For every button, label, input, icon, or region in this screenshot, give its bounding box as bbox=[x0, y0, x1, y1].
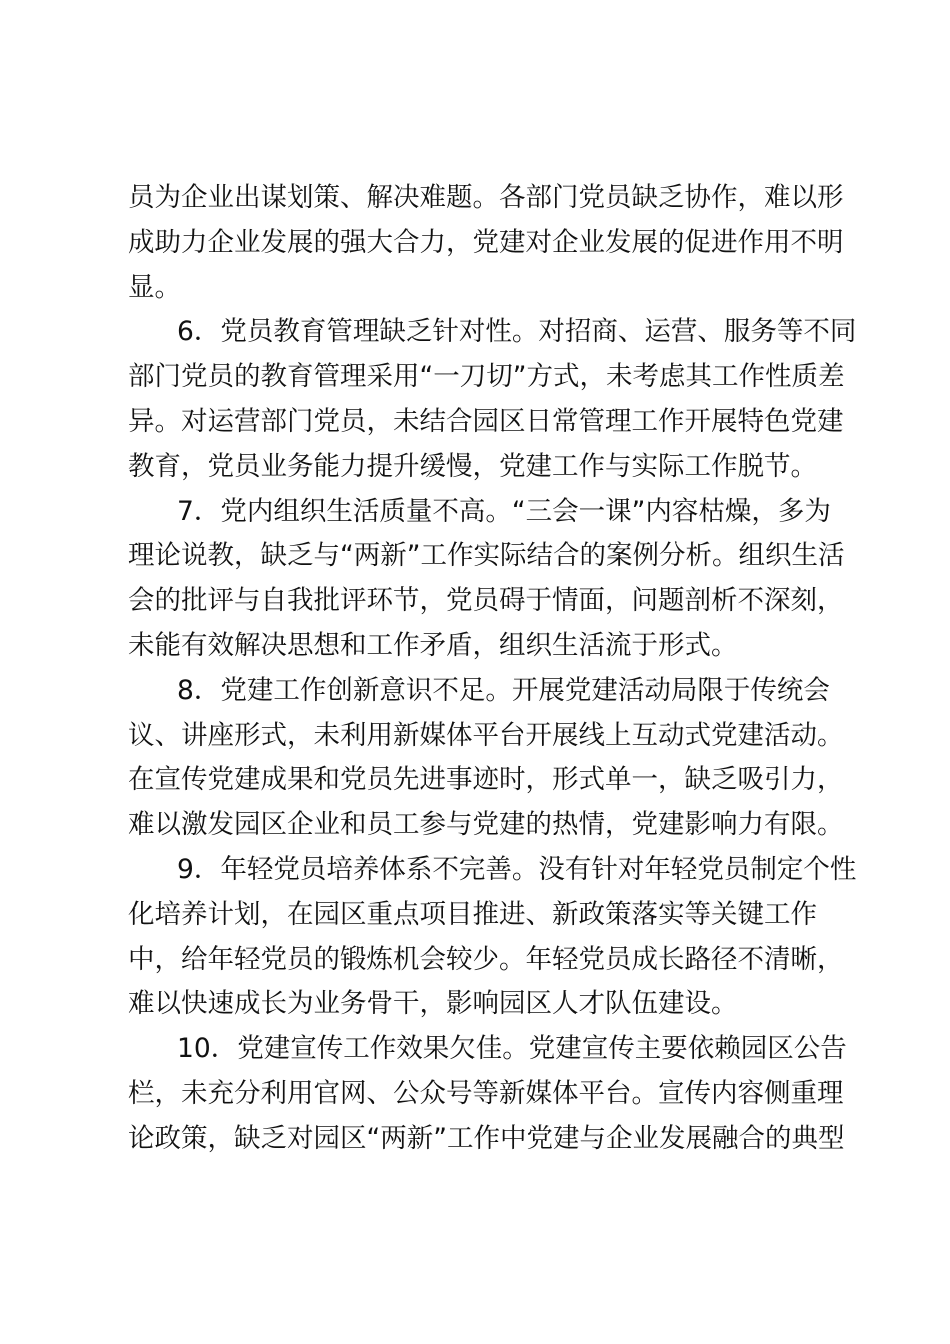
document-body bbox=[128, 176, 857, 1162]
item-7-heading-line: 7．党内组织生活质量不高。“三会一课”内容枯燥，多为 bbox=[177, 495, 831, 527]
text-line: 难以激发园区企业和员工参与党建的热情，党建影响力有限。 bbox=[128, 809, 844, 841]
text-line: 教育，党员业务能力提升缓慢，党建工作与实际工作脱节。 bbox=[128, 450, 817, 482]
text-line: 在宣传党建成果和党员先进事迹时，形式单一，缺乏吸引力， bbox=[128, 764, 844, 796]
text-line: 中，给年轻党员的锻炼机会较少。年轻党员成长路径不清晰， bbox=[128, 943, 844, 975]
text-line: 难以快速成长为业务骨干，影响园区人才队伍建设。 bbox=[128, 988, 738, 1020]
text-line: 成助力企业发展的强大合力，党建对企业发展的促进作用不明 bbox=[128, 226, 844, 258]
item-9-heading-line: 9．年轻党员培养体系不完善。没有针对年轻党员制定个性 bbox=[177, 853, 857, 885]
text-line: 未能有效解决思想和工作矛盾，组织生活流于形式。 bbox=[128, 629, 738, 661]
text-line: 会的批评与自我批评环节，党员碍于情面，问题剖析不深刻， bbox=[128, 585, 844, 617]
item-6-heading-line: 6．党员教育管理缺乏针对性。对招商、运营、服务等不同 bbox=[177, 316, 857, 348]
text-line: 理论说教，缺乏与“两新”工作实际结合的案例分析。组织生活 bbox=[128, 540, 845, 572]
text-line: 论政策，缺乏对园区“两新”工作中党建与企业发展融合的典型 bbox=[128, 1122, 845, 1154]
text-line: 显。 bbox=[128, 271, 181, 303]
text-line: 异。对运营部门党员，未结合园区日常管理工作开展特色党建 bbox=[128, 405, 844, 437]
text-line: 员为企业出谋划策、解决难题。各部门党员缺乏协作，难以形 bbox=[128, 182, 844, 213]
text-line: 化培养计划，在园区重点项目推进、新政策落实等关键工作 bbox=[128, 898, 817, 930]
item-10-heading-line: 10．党建宣传工作效果欠佳。党建宣传主要依赖园区公告 bbox=[177, 1033, 847, 1065]
text-line: 议、讲座形式，未利用新媒体平台开展线上互动式党建活动。 bbox=[128, 719, 844, 751]
item-8-heading-line: 8．党建工作创新意识不足。开展党建活动局限于传统会 bbox=[177, 674, 830, 706]
text-line: 部门党员的教育管理采用“一刀切”方式，未考虑其工作性质差 bbox=[128, 361, 845, 393]
text-line: 栏，未充分利用官网、公众号等新媒体平台。宣传内容侧重理 bbox=[128, 1077, 844, 1109]
